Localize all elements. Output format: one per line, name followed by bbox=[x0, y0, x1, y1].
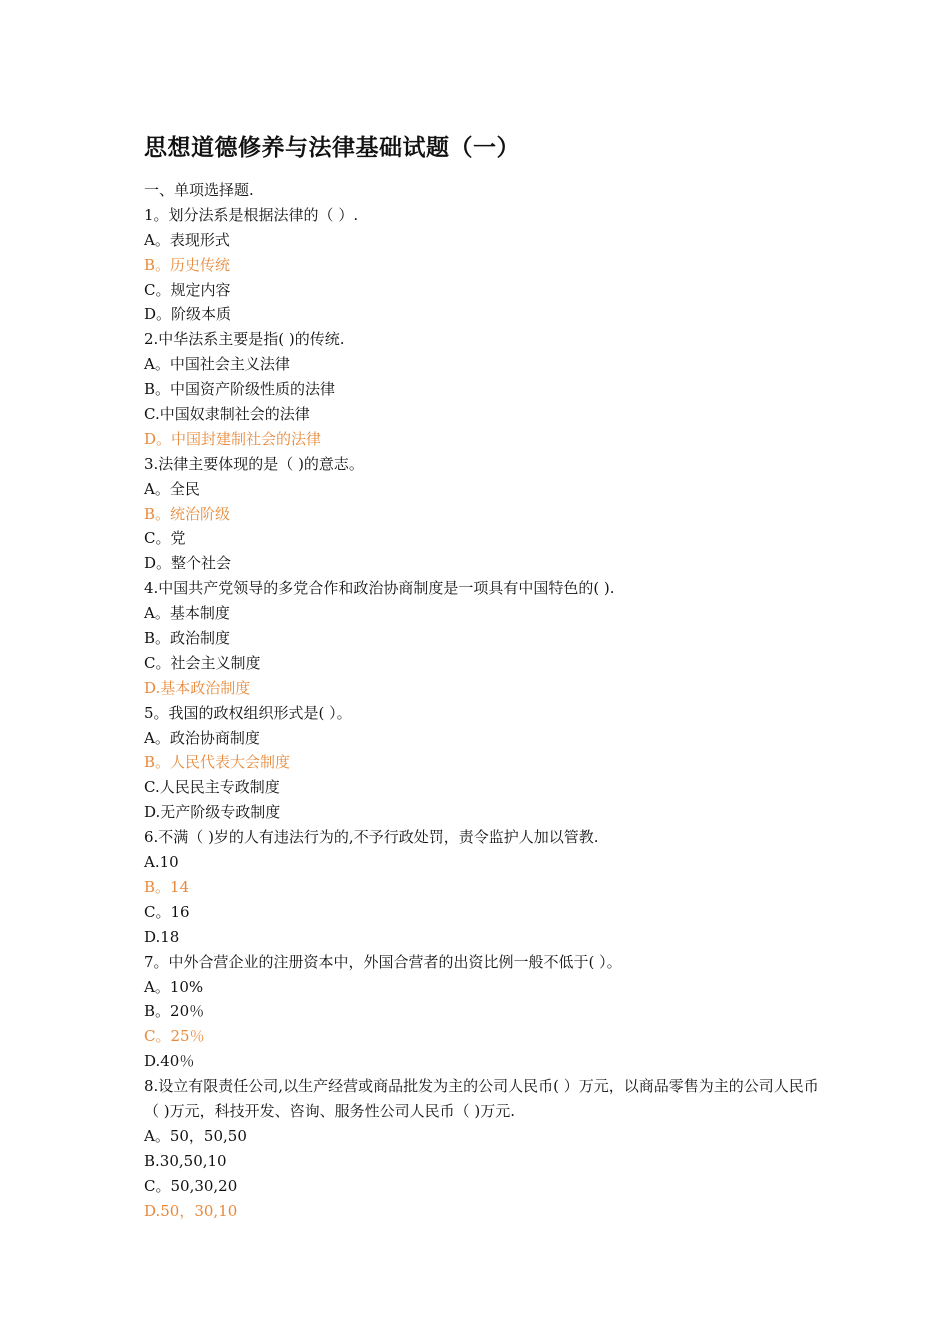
question-list bbox=[144, 203, 824, 1224]
option: C。社会主义制度 bbox=[144, 653, 261, 672]
option: A。中国社会主义法律 bbox=[144, 355, 290, 374]
question-stem: 2.中华法系主要是指( )的传统. bbox=[144, 330, 345, 349]
option: A。50，50,50 bbox=[144, 1126, 247, 1145]
option: C。50,30,20 bbox=[144, 1176, 238, 1195]
question-block bbox=[144, 701, 824, 825]
option: B.30,50,10 bbox=[144, 1151, 227, 1170]
option-correct: B。人民代表大会制度 bbox=[144, 753, 291, 772]
option: D.18 bbox=[144, 927, 180, 946]
option-correct: B。14 bbox=[144, 877, 190, 896]
option: C。规定内容 bbox=[144, 280, 231, 299]
question-block bbox=[144, 1074, 824, 1223]
option: A。10% bbox=[144, 977, 204, 996]
question-block bbox=[144, 327, 824, 451]
document-title: 思想道德修养与法律基础试题（一） bbox=[144, 135, 520, 161]
option: D。整个社会 bbox=[144, 554, 232, 573]
question-block bbox=[144, 825, 824, 949]
option-correct: D.基本政治制度 bbox=[144, 678, 251, 697]
document-page bbox=[144, 132, 824, 1223]
option: A.10 bbox=[144, 853, 179, 872]
question-block bbox=[144, 203, 824, 327]
option: B。20％ bbox=[144, 1002, 205, 1021]
option: C.中国奴隶制社会的法律 bbox=[144, 405, 310, 424]
option: D.无产阶级专政制度 bbox=[144, 803, 281, 822]
question-stem: 1。划分法系是根据法律的（ ）. bbox=[144, 205, 359, 224]
option-correct: D.50，30,10 bbox=[144, 1201, 238, 1220]
option: C。16 bbox=[144, 902, 190, 921]
option-correct: B。历史传统 bbox=[144, 255, 231, 274]
option: D.40％ bbox=[144, 1052, 195, 1071]
option: A。基本制度 bbox=[144, 604, 230, 623]
question-stem: 5。我国的政权组织形式是( ）。 bbox=[144, 703, 352, 722]
question-stem: 7。中外合营企业的注册资本中，外国合营者的出资比例一般不低于( ）。 bbox=[144, 952, 622, 971]
option: A。表现形式 bbox=[144, 230, 230, 249]
option: D。阶级本质 bbox=[144, 305, 232, 324]
question-stem: 3.法律主要体现的是（ )的意志。 bbox=[144, 454, 364, 473]
option: C.人民民主专政制度 bbox=[144, 778, 280, 797]
question-block bbox=[144, 950, 824, 1074]
question-stem: 8.设立有限责任公司,以生产经营或商品批发为主的公司人民币( ）万元，以商品零售为主的公司人民币（ )万元，科技开发、咨询、服务性公司人民币（ )万元. bbox=[144, 1077, 819, 1120]
question-stem: 4.中国共产党领导的多党合作和政治协商制度是一项具有中国特色的( ). bbox=[144, 579, 615, 598]
option: B。中国资产阶级性质的法律 bbox=[144, 380, 336, 399]
question-block bbox=[144, 452, 824, 576]
question-stem: 6.不满（ )岁的人有违法行为的,不予行政处罚，责令监护人加以管教. bbox=[144, 828, 599, 847]
option: A。全民 bbox=[144, 479, 200, 498]
question-block bbox=[144, 576, 824, 700]
option-correct: B。统治阶级 bbox=[144, 504, 231, 523]
option: C。党 bbox=[144, 529, 186, 548]
section-heading: 一、单项选择题. bbox=[144, 181, 254, 199]
option-correct: D。中国封建制社会的法律 bbox=[144, 429, 322, 448]
option-correct: C。25％ bbox=[144, 1027, 205, 1046]
option: B。政治制度 bbox=[144, 629, 231, 648]
option: A。政治协商制度 bbox=[144, 728, 260, 747]
